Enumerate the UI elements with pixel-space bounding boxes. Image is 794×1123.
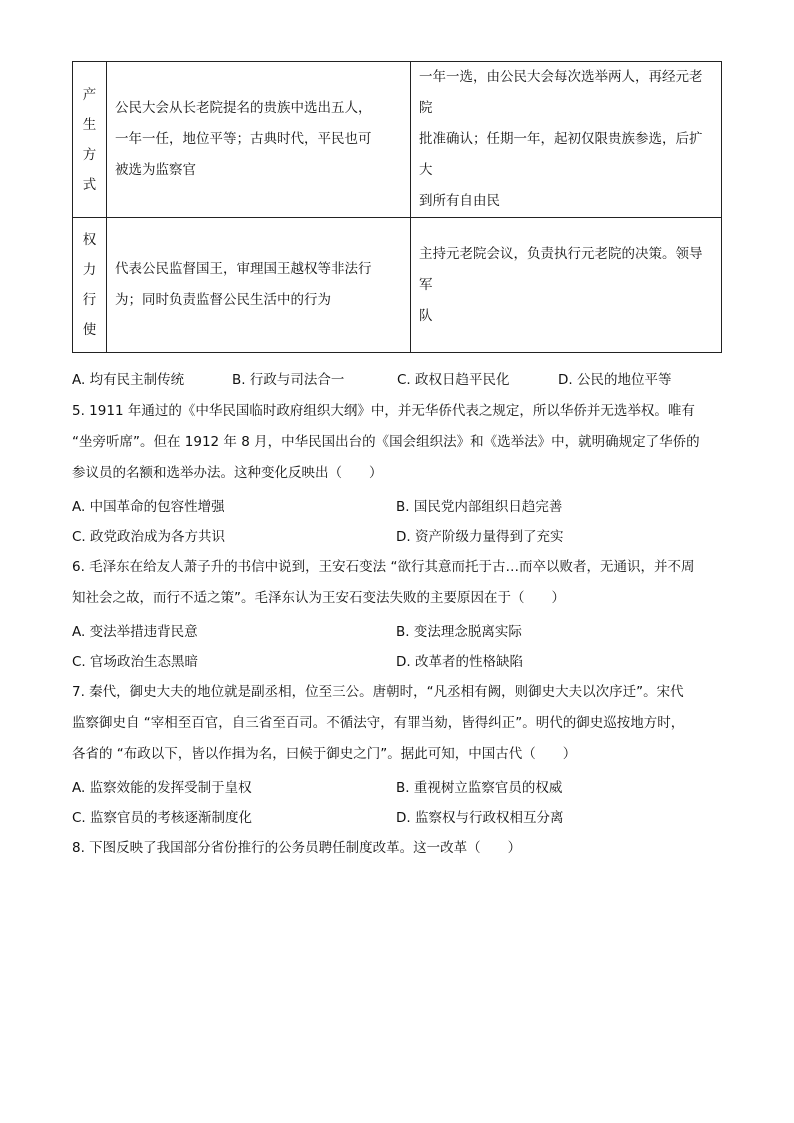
table-row (73, 62, 722, 218)
table-row (73, 218, 722, 353)
option-b[interactable]: B. 行政与司法合一 (232, 372, 345, 388)
table-cell: 主持元老院会议，负责执行元老院的决策。领导军 队 (411, 218, 722, 353)
table-cell: 代表公民监督国王，审理国王越权等非法行 为；同时负责监督公民生活中的行为 (107, 218, 411, 353)
option-d[interactable]: D. 公民的地位平等 (558, 372, 672, 388)
question-6: 6. 毛泽东在给友人萧子升的书信中说到，王安石变法 “欲行其意而托于古…而卒以败者，无通识，并不周 知社会之故，而行不适之策”。毛泽东认为王安石变法失败的主要原因在于（ ） (72, 559, 695, 606)
option-c[interactable]: C. 政权日趋平民化 (397, 372, 510, 388)
option-d[interactable]: D. 资产阶级力量得到了充实 (396, 529, 564, 545)
option-d[interactable]: D. 改革者的性格缺陷 (396, 654, 523, 670)
comparison-table (72, 61, 722, 353)
question-8: 8. 下图反映了我国部分省份推行的公务员聘任制度改革。这一改革（ ） (72, 840, 522, 856)
option-a[interactable]: A. 均有民主制传统 (72, 372, 185, 388)
option-c[interactable]: C. 监察官员的考核逐渐制度化 (72, 810, 253, 826)
option-b[interactable]: B. 变法理念脱离实际 (396, 624, 522, 640)
option-c[interactable]: C. 政党政治成为各方共识 (72, 529, 226, 545)
option-b[interactable]: B. 重视树立监察官员的权威 (396, 780, 563, 796)
option-d[interactable]: D. 监察权与行政权相互分离 (396, 810, 564, 826)
option-c[interactable]: C. 官场政治生态黑暗 (72, 654, 199, 670)
option-b[interactable]: B. 国民党内部组织日趋完善 (396, 499, 563, 515)
table-cell: 一年一选，由公民大会每次选举两人，再经元老院 批准确认；任期一年，起初仅限贵族参选，后扩大 到所有自由民 (411, 62, 722, 218)
option-a[interactable]: A. 中国革命的包容性增强 (72, 499, 225, 515)
row-header-production: 产 生 方 式 (73, 62, 107, 218)
option-a[interactable]: A. 变法举措违背民意 (72, 624, 198, 640)
table-cell: 公民大会从长老院提名的贵族中选出五人， 一年一任，地位平等；古典时代，平民也可 被选为监察官 (107, 62, 411, 218)
question-7: 7. 秦代，御史大夫的地位就是副丞相，位至三公。唐朝时，“凡丞相有阙，则御史大夫以次序迁”。宋代 监察御史自 “宰相至百官，自三省至百司。不循法守，有罪当劾，皆得纠正”。明代的御史巡按地方时， 各省的 “布政以下，皆以作揖为名，曰候于御史之门”。据此可知，中国古代（ ） (72, 684, 685, 762)
row-header-power: 权 力 行 使 (73, 218, 107, 353)
option-a[interactable]: A. 监察效能的发挥受制于皇权 (72, 780, 252, 796)
question-5: 5. 1911 年通过的《中华民国临时政府组织大纲》中，并无华侨代表之规定，所以华侨并无选举权。唯有 “坐旁听席”。但在 1912 年 8 月，中华民国出台的《国会组织法》和《选举法》中，就明确规定了华侨的 参议员的名额和选举办法。这种变化反映出（ ） (72, 403, 700, 481)
